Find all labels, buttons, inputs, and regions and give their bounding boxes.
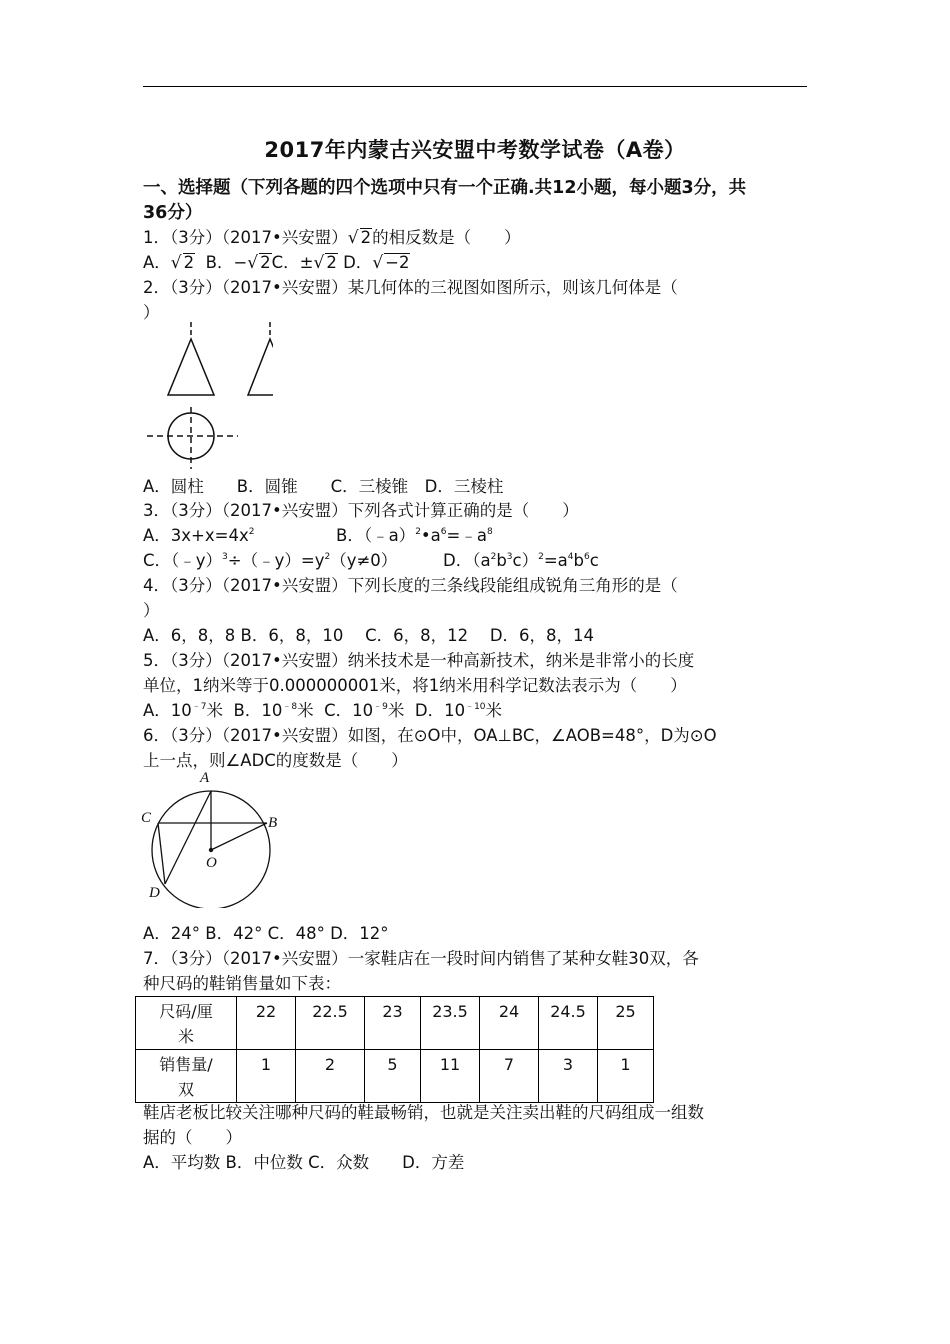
q2-stem-line2: ） xyxy=(143,303,160,322)
label-c: C xyxy=(141,810,152,826)
q5-option-d-exp: ﹣10 xyxy=(465,702,486,712)
segment-cd xyxy=(158,823,165,884)
sqrt-symbol: √ xyxy=(372,253,384,273)
q3-option-a-text: A．3x+x=4x xyxy=(143,526,249,545)
shoe-size-table xyxy=(135,996,654,1103)
three-view-figure xyxy=(143,322,273,472)
size-header-line2: 米 xyxy=(177,1027,194,1046)
q3-option-c[interactable] xyxy=(143,548,397,573)
q3-option-d-exp2: 3 xyxy=(506,552,513,562)
q1-option-b-label: B．− xyxy=(205,253,248,272)
circle-figure xyxy=(138,768,288,908)
q1-option-a[interactable] xyxy=(143,253,195,272)
sqrt-symbol: √ xyxy=(347,228,359,248)
q5-option-c-text: C．10 xyxy=(324,701,374,720)
q5-option-b[interactable] xyxy=(234,701,314,720)
q3-option-b-text2: •a xyxy=(420,526,441,545)
q1-option-c[interactable] xyxy=(272,253,338,272)
label-a: A xyxy=(200,770,210,786)
front-view-triangle xyxy=(168,339,214,395)
q3-option-d[interactable] xyxy=(443,548,599,573)
q1-stem xyxy=(143,225,813,251)
table-cell: 24.5 xyxy=(539,997,598,1050)
q5-option-d-text: D．10 xyxy=(414,701,466,720)
q1-option-a-label: A． xyxy=(143,253,171,272)
q1-option-a-radicand: 2 xyxy=(183,253,195,272)
q5-option-b-text: B．10 xyxy=(233,701,283,720)
q5-option-d-unit: 米 xyxy=(485,701,503,720)
q1-stem-suffix: 的相反数是（ ） xyxy=(372,228,521,247)
q5-options xyxy=(143,698,813,723)
table-cell: 5 xyxy=(365,1050,421,1103)
segment-ad xyxy=(165,791,211,884)
q1-option-c-label: C．± xyxy=(271,253,314,272)
table-header-cell xyxy=(136,1050,237,1103)
q5-option-a-text: A．10 xyxy=(143,701,192,720)
section-heading-line2: 36分） xyxy=(143,203,203,223)
exam-title: 2017年内蒙古兴安盟中考数学试卷（A卷） xyxy=(264,138,686,162)
table-cell: 22.5 xyxy=(296,997,365,1050)
q3-option-c-text1: C．（﹣y） xyxy=(143,551,223,570)
sqrt-symbol: √ xyxy=(313,253,325,273)
q5-option-b-exp: ﹣8 xyxy=(282,702,298,712)
q1-radicand: 2 xyxy=(360,228,372,247)
size-header-line1: 尺码/厘 xyxy=(159,1002,213,1021)
q5-option-a[interactable] xyxy=(143,701,223,720)
q4-options: A．6，8，8 B．6，8，10 C．6，8，12 D．6，8，14 xyxy=(143,626,595,645)
q4-stem-line1: 4．（3分）（2017•兴安盟）下列长度的三条线段能组成锐角三角形的是（ xyxy=(143,576,678,595)
table-cell: 25 xyxy=(598,997,654,1050)
q3-option-d-exp5: 6 xyxy=(584,552,590,562)
q5-option-b-unit: 米 xyxy=(297,701,314,720)
q5-option-c-unit: 米 xyxy=(387,701,405,720)
q5-stem-line1: 5．（3分）（2017•兴安盟）纳米技术是一种高新技术，纳米是非常小的长度 xyxy=(143,651,695,670)
sqrt-symbol: √ xyxy=(170,253,182,273)
q3-option-b-exp1: 2 xyxy=(415,527,421,537)
segment-ob xyxy=(211,823,267,850)
q1-option-d[interactable] xyxy=(343,253,410,272)
header-rule xyxy=(143,86,807,87)
label-d: D xyxy=(149,885,160,901)
table-header-cell xyxy=(136,997,237,1050)
side-view-triangle xyxy=(248,339,273,395)
q7-stem-line2: 种尺码的鞋销售量如下表： xyxy=(143,974,341,993)
table-cell: 23 xyxy=(365,997,421,1050)
q7-options: A．平均数 B．中位数 C．众数 D．方差 xyxy=(143,1153,465,1172)
count-header-line1: 销售量/ xyxy=(159,1055,213,1074)
q1-option-d-label: D． xyxy=(343,253,373,272)
table-row xyxy=(136,1050,654,1103)
q3-option-d-text2: b xyxy=(496,551,507,570)
q1-option-d-radicand: −2 xyxy=(385,253,410,272)
q3-option-d-exp4: 4 xyxy=(567,552,574,562)
q3-option-a-exp: 2 xyxy=(248,527,255,537)
q1-option-c-radicand: 2 xyxy=(326,253,337,272)
q3-option-b-text3: =﹣a xyxy=(446,526,487,545)
q1-option-b-radicand: 2 xyxy=(260,253,271,272)
q3-option-b-exp3: 8 xyxy=(486,527,493,537)
q3-option-b-exp2: 6 xyxy=(440,527,447,537)
count-header-line2: 双 xyxy=(177,1080,194,1099)
q5-option-c-exp: ﹣9 xyxy=(373,702,388,712)
table-cell: 1 xyxy=(237,1050,296,1103)
q4-stem-line2: ） xyxy=(143,601,160,620)
table-cell: 11 xyxy=(421,1050,480,1103)
q3-option-c-exp1: 3 xyxy=(222,552,228,562)
q3-option-d-text1: D．（a xyxy=(443,551,491,570)
q5-option-a-unit: 米 xyxy=(206,701,224,720)
q3-option-d-text6: c xyxy=(589,551,599,570)
table-cell: 1 xyxy=(598,1050,654,1103)
q6-options: A．24° B．42° C．48° D．12° xyxy=(143,924,389,943)
q5-stem-line2: 单位，1纳米等于0.000000001米，将1纳米用科学记数法表示为（ ） xyxy=(143,676,687,695)
table-cell: 23.5 xyxy=(421,997,480,1050)
q6-stem-line1: 6．（3分）（2017•兴安盟）如图，在⊙O中，OA⊥BC，∠AOB=48°，D为⊙O xyxy=(143,726,717,745)
q3-option-d-exp1: 2 xyxy=(490,552,497,562)
table-cell: 7 xyxy=(480,1050,539,1103)
center-point xyxy=(209,848,213,852)
table-cell: 3 xyxy=(539,1050,598,1103)
table-cell: 22 xyxy=(237,997,296,1050)
q3-option-c-text2: ÷（﹣y）=y xyxy=(227,551,325,570)
q3-option-c-exp2: 2 xyxy=(324,552,331,562)
label-o: O xyxy=(206,855,217,871)
q6-stem-line2: 上一点，则∠ADC的度数是（ ） xyxy=(143,751,408,770)
q7-after-line2: 据的（ ） xyxy=(143,1128,242,1147)
q3-option-d-exp3: 2 xyxy=(538,552,544,562)
q2-options: A．圆柱 B．圆锥 C．三棱锥 D．三棱柱 xyxy=(143,477,504,496)
q3-option-d-text3: c） xyxy=(512,551,539,570)
q5-option-c[interactable] xyxy=(324,701,404,720)
q5-option-a-exp: ﹣7 xyxy=(191,702,207,712)
table-cell: 2 xyxy=(296,1050,365,1103)
q1-option-b[interactable] xyxy=(206,253,272,272)
sqrt-symbol: √ xyxy=(247,253,259,273)
q3-stem: 3．（3分）（2017•兴安盟）下列各式计算正确的是（ ） xyxy=(143,501,579,520)
label-b: B xyxy=(268,815,278,831)
section-heading-line1: 一、选择题（下列各题的四个选项中只有一个正确.共12小题，每小题3分，共 xyxy=(143,178,747,198)
q7-after-line1: 鞋店老板比较关注哪种尺码的鞋最畅销，也就是关注卖出鞋的尺码组成一组数 xyxy=(143,1103,704,1122)
q3-option-b-text1: B．（﹣a） xyxy=(336,526,416,545)
q3-option-c-text3: （y≠0） xyxy=(330,551,398,570)
q1-options xyxy=(143,250,813,276)
q2-stem-line1: 2．（3分）（2017•兴安盟）某几何体的三视图如图所示，则该几何体是（ xyxy=(143,278,678,297)
q3-option-d-text5: b xyxy=(573,551,584,570)
table-cell: 24 xyxy=(480,997,539,1050)
table-row xyxy=(136,997,654,1050)
q7-stem-line1: 7．（3分）（2017•兴安盟）一家鞋店在一段时间内销售了某种女鞋30双，各 xyxy=(143,949,699,968)
q1-stem-prefix: 1．（3分）（2017•兴安盟） xyxy=(143,228,348,247)
q5-option-d[interactable] xyxy=(415,701,502,720)
q3-option-a[interactable] xyxy=(143,523,254,548)
q3-option-d-text4: =a xyxy=(543,551,568,570)
q3-option-b[interactable] xyxy=(336,523,493,548)
